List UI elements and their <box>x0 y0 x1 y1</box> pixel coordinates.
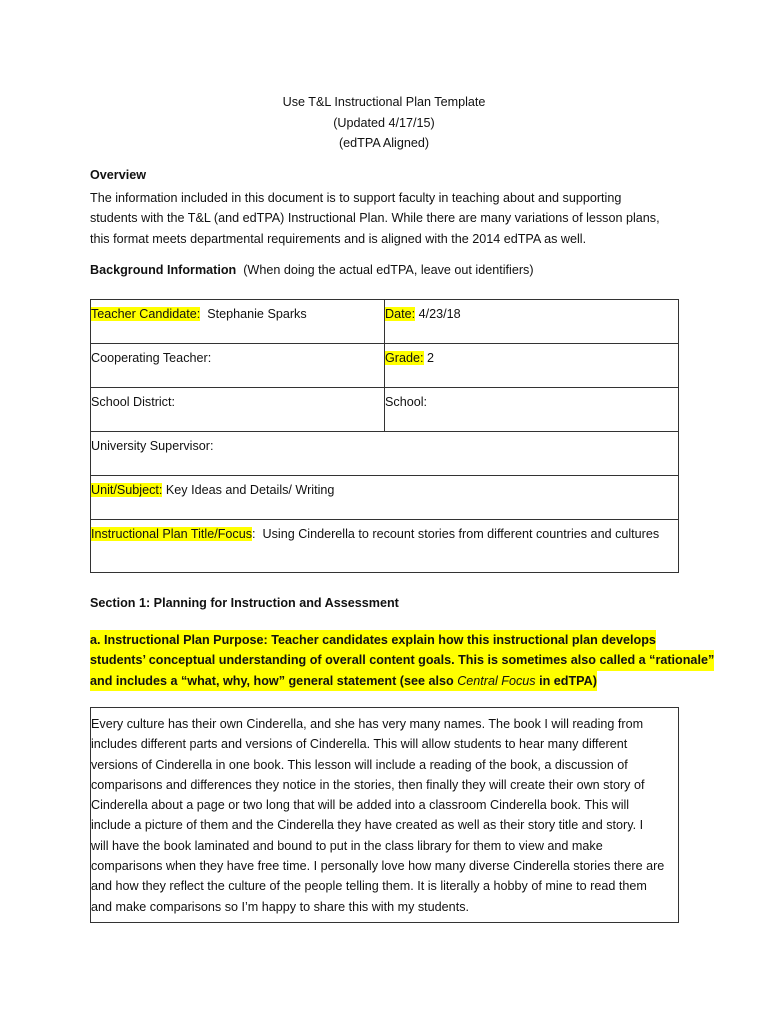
rationale-line: and make comparisons so I’m happy to share this with my students. <box>91 899 469 914</box>
teacher-candidate-label: Teacher Candidate: <box>91 307 201 321</box>
rationale-box <box>90 707 679 923</box>
purpose-line-part: and includes a “what, why, how” general statement (see also <box>90 673 458 688</box>
overview-paragraph <box>90 188 690 249</box>
date-value: 4/23/18 <box>418 307 461 321</box>
date-label: Date: <box>385 307 416 321</box>
rationale-line: comparisons when they have free time. I personally love how many diverse Cinderella stories there are <box>91 859 665 874</box>
background-note: (When doing the actual edTPA, leave out identifiers) <box>243 263 534 277</box>
school-district-label: School District: <box>91 395 175 409</box>
document-header <box>0 92 768 154</box>
document-title: Use T&L Instructional Plan Template <box>282 95 486 109</box>
unit-subject-value: Key Ideas and Details/ Writing <box>165 483 335 497</box>
rationale-line: include a picture of them and the Cinderella they have created as well as their story title and story. I <box>91 818 644 833</box>
plan-title-label: Instructional Plan Title/Focus <box>91 527 252 541</box>
rationale-line: will have the book laminated and bound to put in the class library for them to view and make <box>91 838 603 853</box>
plan-title-cell: Instructional Plan Title/Focus: Using Cinderella to recount stories from different countries and cultures <box>91 520 679 573</box>
background-label: Background Information <box>90 263 237 277</box>
rationale-line: Every culture has their own Cinderella, and she has very many names. The book I will reading from <box>91 717 644 731</box>
university-supervisor-label: University Supervisor: <box>91 439 214 453</box>
grade-value: 2 <box>427 351 435 365</box>
edtpa-aligned-note: (edTPA Aligned) <box>338 136 430 150</box>
teacher-candidate-value: Stephanie Sparks <box>207 307 307 321</box>
rationale-line: versions of Cinderella in one book. This lesson will include a reading of the book, a discussion of <box>91 757 628 772</box>
unit-subject-cell <box>91 476 679 520</box>
rationale-line: includes different parts and versions of Cinderella. This will allow students to hear many different <box>91 737 628 752</box>
overview-line: this format meets departmental requirements and is aligned with the 2014 edTPA as well. <box>90 231 587 246</box>
unit-subject-label: Unit/Subject: <box>91 483 163 497</box>
university-supervisor-cell <box>91 432 679 476</box>
school-cell <box>385 388 679 432</box>
cooperating-teacher-label: Cooperating Teacher: <box>91 351 212 365</box>
rationale-text <box>91 714 664 917</box>
rationale-line: Cinderella about a page or two long that will be added into a classroom Cinderella book. This will <box>91 798 630 813</box>
teacher-candidate-cell <box>91 300 385 344</box>
background-information <box>90 263 534 277</box>
updated-date: (Updated 4/17/15) <box>333 115 435 130</box>
purpose-line: students’ conceptual understanding of overall content goals. This is sometimes also called a “rationale” <box>90 650 714 670</box>
purpose-line <box>90 671 597 691</box>
grade-label: Grade: <box>385 351 424 365</box>
purpose-line-part: in edTPA) <box>535 673 597 688</box>
background-info-table <box>90 299 679 573</box>
overview-heading: Overview <box>90 168 147 182</box>
cooperating-teacher-cell <box>91 344 385 388</box>
purpose-line: a. Instructional Plan Purpose: Teacher candidates explain how this instructional plan develops <box>90 630 656 650</box>
rationale-line: comparisons and differences they notice in the stories, then finally they will create their own story of <box>91 777 645 792</box>
school-label: School: <box>385 395 428 409</box>
plan-title-value: Using Cinderella to recount stories from different countries and cultures <box>262 527 660 541</box>
date-cell <box>385 300 679 344</box>
central-focus-italic: Central Focus <box>457 673 536 688</box>
overview-line: students with the T&L (and edTPA) Instructional Plan. While there are many variations of lesson plans, <box>90 211 660 226</box>
grade-cell <box>385 344 679 388</box>
section-1-heading: Section 1: Planning for Instruction and Assessment <box>90 596 399 610</box>
overview-line: The information included in this document is to support faculty in teaching about and supporting <box>90 191 622 205</box>
rationale-line: and how they reflect the culture of the people telling them. It is literally a hobby of mine to read them <box>91 879 647 894</box>
instructional-plan-purpose <box>90 630 715 691</box>
school-district-cell <box>91 388 385 432</box>
